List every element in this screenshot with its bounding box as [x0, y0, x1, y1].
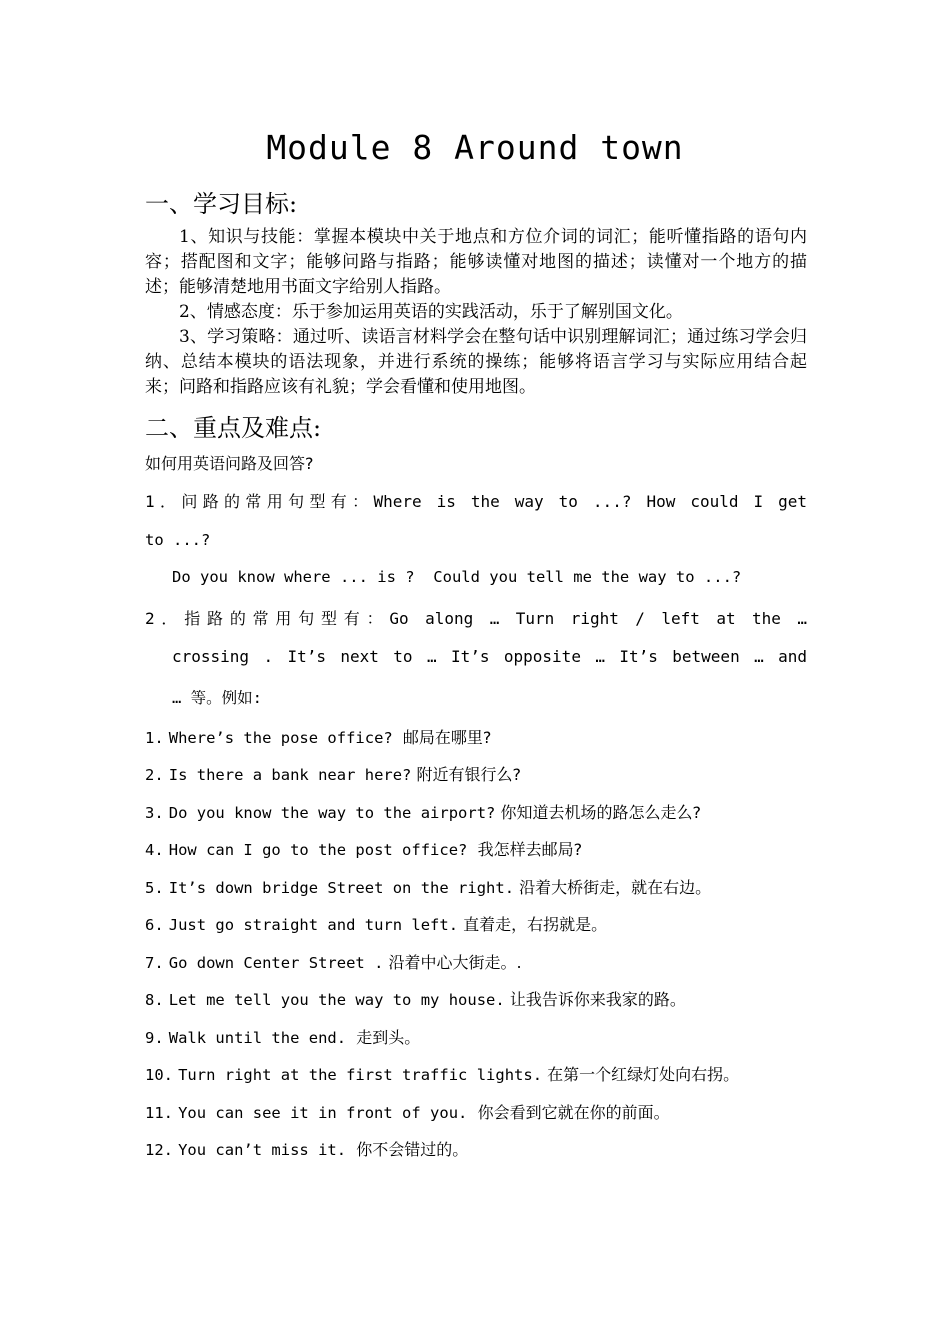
list-item: 1. Where’s the pose office? 邮局在哪里? — [145, 728, 492, 747]
list-item: 11. You can see it in front of you. 你会看到它就在你的前面。 — [145, 1103, 670, 1122]
pattern-2-line-2: crossing . It’s next to … It’s opposite … It’s between … and — [172, 647, 807, 666]
pattern-2-line-1: 2．指路的常用句型有：Go along … Turn right / left at the … — [145, 609, 807, 628]
objective-paragraph-1 — [145, 225, 807, 300]
objective-text-2: 2、情感态度：乐于参加运用英语的实践活动，乐于了解别国文化。 — [179, 302, 683, 322]
pattern-1-line-3: Do you know where ... is ? Could you tell me the way to ...? — [172, 568, 742, 586]
list-item: 7. Go down Center Street . 沿着中心大街走。. — [145, 953, 522, 972]
objective-paragraph-2 — [145, 300, 807, 325]
list-item: 3. Do you know the way to the airport? 你知道去机场的路怎么走么? — [145, 803, 701, 822]
list-item: 9. Walk until the end. 走到头。 — [145, 1028, 421, 1047]
list-item: 8. Let me tell you the way to my house. 让我告诉你来我家的路。 — [145, 990, 686, 1009]
pattern-1-line-1: 1．问路的常用句型有：Where is the way to ...? How could I get — [145, 492, 807, 511]
section-heading-key-points: 二、重点及难点: — [145, 414, 322, 442]
list-item: 2. Is there a bank near here? 附近有银行么? — [145, 765, 521, 784]
list-item: 5. It’s down bridge Street on the right. 沿着大桥街走，就在右边。 — [145, 878, 712, 897]
key-points-intro: 如何用英语问路及回答? — [145, 454, 314, 473]
list-item: 10. Turn right at the first traffic lights. 在第一个红绿灯处向右拐。 — [145, 1065, 740, 1084]
list-item: 6. Just go straight and turn left. 直着走，右拐就是。 — [145, 915, 608, 934]
objective-paragraph-3 — [145, 325, 807, 400]
list-item: 12. You can’t miss it. 你不会错过的。 — [145, 1140, 469, 1159]
objective-text-1: 1、知识与技能：掌握本模块中关于地点和方位介词的词汇；能听懂指路的语句内容；搭配图和文字；能够问路与指路；能够读懂对地图的描述；读懂对一个地方的描述；能够清楚地用书面文字给别人指路。 — [145, 227, 807, 297]
section-heading-objectives: 一、学习目标: — [145, 190, 298, 218]
pattern-2-line-3: … 等。例如: — [172, 689, 262, 707]
page-title: Module 8 Around town — [266, 128, 684, 167]
list-item: 4. How can I go to the post office? 我怎样去邮局? — [145, 840, 583, 859]
objective-text-3: 3、学习策略：通过听、读语言材料学会在整句话中识别理解词汇；通过练习学会归纳、总结本模块的语法现象，并进行系统的操练；能够将语言学习与实际应用结合起来；问路和指路应该有礼貌；学会看懂和使用地图。 — [145, 327, 807, 397]
pattern-1-line-2: to ...? — [145, 531, 211, 549]
